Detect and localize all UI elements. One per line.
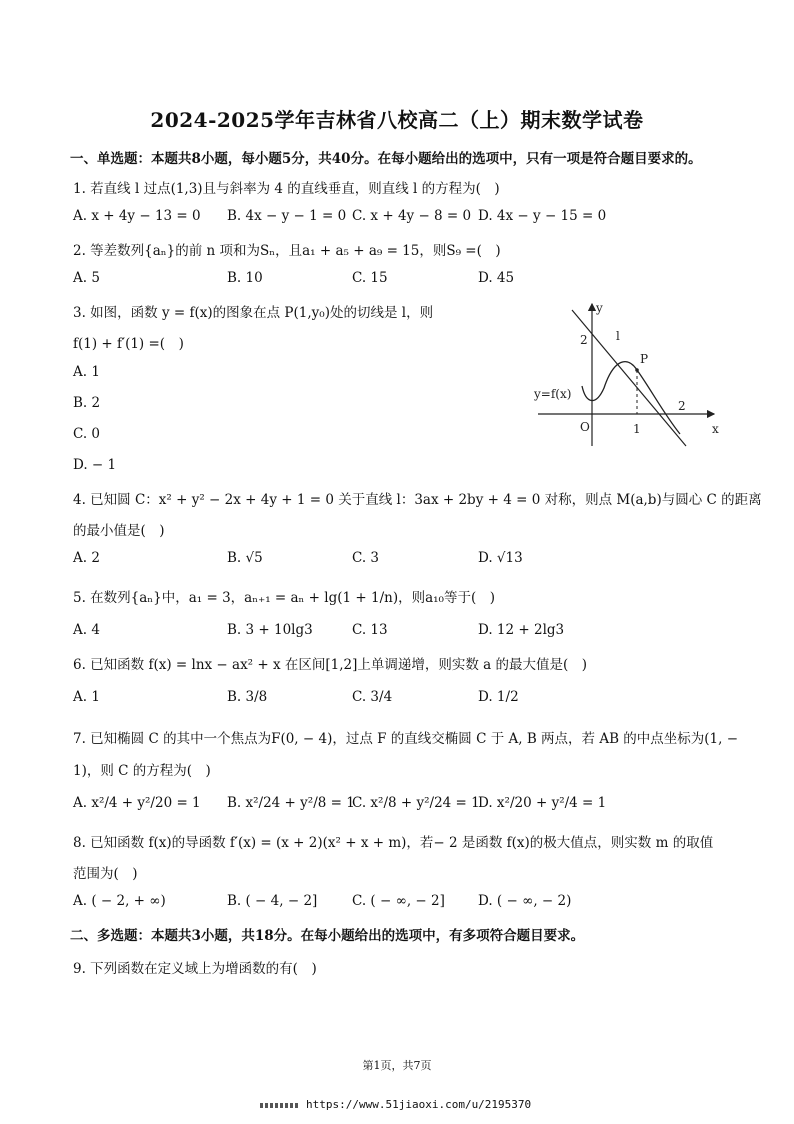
point-p (635, 368, 639, 372)
question-4: 4. 已知圆 C：x² + y² − 2x + 4y + 1 = 0 关于直线 l：3ax + 2by + 4 = 0 对称，则点 M(a,b)与圆心 C 的距离 (73, 492, 762, 508)
option-c: C. 15 (352, 270, 388, 286)
y-tick-label: 2 (580, 333, 588, 347)
y-axis-label: y (596, 301, 603, 315)
option-c: C. x²/8 + y²/24 = 1 (352, 795, 480, 811)
option-b: B. x²/24 + y²/8 = 1 (227, 795, 355, 811)
question-8-line-2: 范围为( ) (73, 866, 138, 882)
option-a: A. 1 (73, 364, 100, 380)
option-a: A. ( − 2, + ∞) (73, 893, 166, 909)
question-7-line-2: 1)，则 C 的方程为( ) (73, 763, 211, 779)
curve-f (582, 362, 680, 434)
x-axis-label: x (712, 422, 719, 436)
option-b: B. 3 + 10lg3 (227, 622, 313, 638)
option-d: D. 45 (478, 270, 515, 286)
question-2-options (73, 270, 723, 290)
watermark-mark-icon (260, 1103, 298, 1108)
question-1: 1. 若直线 l 过点(1,3)且与斜率为 4 的直线垂直，则直线 l 的方程为( ) (73, 181, 500, 197)
question-9: 9. 下列函数在定义域上为增函数的有( ) (73, 961, 317, 977)
curve-label: y=f(x) (534, 387, 572, 401)
option-d: D. √13 (478, 550, 523, 566)
option-d: D. 12 + 2lg3 (478, 622, 565, 638)
option-b: B. 2 (73, 395, 101, 411)
exam-title: 2024-2025学年吉林省八校高二（上）期末数学试卷 (150, 108, 644, 132)
option-d: D. 4x − y − 15 = 0 (478, 208, 607, 224)
option-b: B. ( − 4, − 2] (227, 893, 318, 909)
point-p-label: P (640, 352, 649, 366)
option-c: C. 0 (73, 426, 101, 442)
option-b: B. 3/8 (227, 689, 268, 705)
question-5-options (73, 622, 723, 642)
question-4-line-2: 的最小值是( ) (73, 523, 165, 539)
option-a: A. 4 (73, 622, 100, 638)
option-c: C. 3 (352, 550, 380, 566)
watermark-url: https://www.51jiaoxi.com/u/2195370 (306, 1098, 532, 1111)
question-8-options (73, 893, 723, 913)
section-single-choice-heading: 一、单选题：本题共8小题，每小题5分，共40分。在每小题给出的选项中，只有一项是符合题目要求的。 (70, 151, 702, 167)
tangent-label: l (616, 329, 620, 343)
question-8: 8. 已知函数 f(x)的导函数 f′(x) = (x + 2)(x² + x + m)，若− 2 是函数 f(x)的极大值点，则实数 m 的取值 (73, 835, 714, 851)
option-c: C. ( − ∞, − 2] (352, 893, 445, 909)
question-7: 7. 已知椭圆 C 的其中一个焦点为F(0, − 4)，过点 F 的直线交椭圆 C 于 A, B 两点，若 AB 的中点坐标为(1, − (73, 731, 739, 747)
option-d: D. ( − ∞, − 2) (478, 893, 572, 909)
option-c: C. 3/4 (352, 689, 393, 705)
option-a: A. 1 (73, 689, 100, 705)
option-a: A. x²/4 + y²/20 = 1 (73, 795, 201, 811)
option-a: A. 5 (73, 270, 100, 286)
question-3-line-2: f(1) + f′(1) =( ) (73, 336, 184, 352)
question-6-options (73, 689, 723, 709)
option-b: B. 10 (227, 270, 263, 286)
option-c: C. 13 (352, 622, 388, 638)
option-b: B. 4x − y − 1 = 0 (227, 208, 347, 224)
question-5: 5. 在数列{aₙ}中，a₁ = 3，aₙ₊₁ = aₙ + lg(1 + 1/n)，则a₁₀等于( ) (73, 590, 495, 606)
option-a: A. x + 4y − 13 = 0 (73, 208, 201, 224)
watermark (260, 1098, 531, 1111)
function-graph-figure (532, 296, 728, 452)
question-4-options (73, 550, 723, 570)
page-footer: 第1页，共7页 (362, 1059, 432, 1072)
question-3: 3. 如图，函数 y = f(x)的图象在点 P(1,y₀)处的切线是 l，则 (73, 305, 434, 321)
origin-label: O (580, 420, 590, 434)
question-6: 6. 已知函数 f(x) = lnx − ax² + x 在区间[1,2]上单调递增，则实数 a 的最大值是( ) (73, 657, 588, 673)
option-b: B. √5 (227, 550, 263, 566)
option-d: D. 1/2 (478, 689, 519, 705)
question-2: 2. 等差数列{aₙ}的前 n 项和为Sₙ，且a₁ + a₅ + a₉ = 15，则S₉ =( ) (73, 243, 501, 259)
option-d: D. − 1 (73, 457, 117, 473)
question-1-options (73, 208, 723, 228)
question-7-options (73, 795, 723, 815)
option-c: C. x + 4y − 8 = 0 (352, 208, 472, 224)
x-intercept-label: 2 (678, 399, 686, 413)
option-a: A. 2 (73, 550, 100, 566)
section-multi-choice-heading: 二、多选题：本题共3小题，共18分。在每小题给出的选项中，有多项符合题目要求。 (70, 928, 585, 944)
option-d: D. x²/20 + y²/4 = 1 (478, 795, 607, 811)
x-tick-label: 1 (633, 422, 641, 436)
